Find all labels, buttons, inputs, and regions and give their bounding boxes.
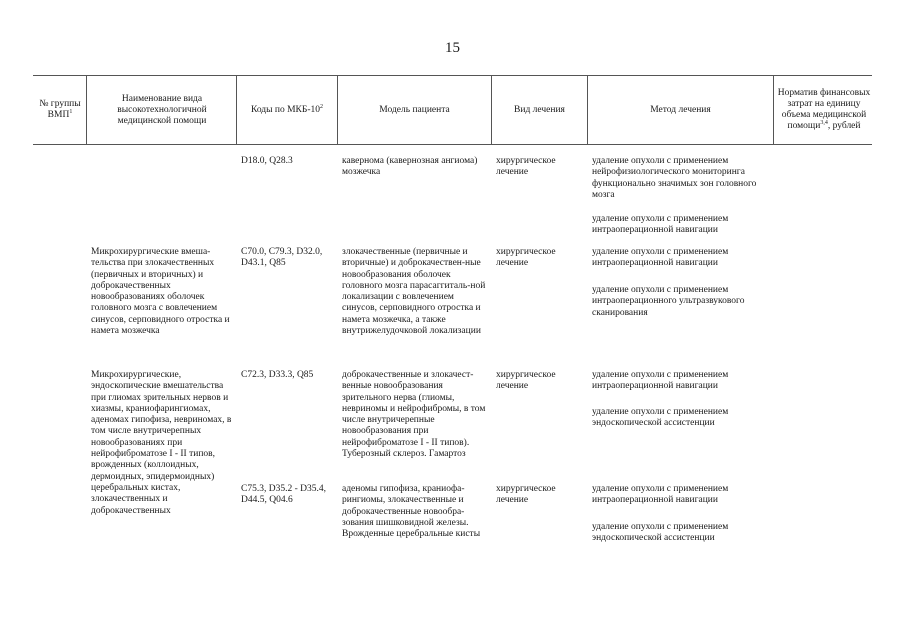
- cell-patient-model: аденомы гипофиза, краниофа-рингиомы, злокачественные и доброкачественные новообра-зования шишковидной железы. Врожденные церебральные кисты: [342, 484, 481, 540]
- cell-method: удаление опухоли с применением интраоперационной навигации: [592, 370, 729, 392]
- header-treatment-type: Вид лечения: [514, 104, 565, 115]
- cell-patient-model: злокачественные (первичные и вторичные) и доброкачествен-ные новообразования оболочек головного мозга парасаггиталь-ной локализации с вовлечением синусов, серповидного отростка и намета мозжечка, а также внутрижелудочковой локализации: [342, 247, 486, 337]
- header-treatment-method: Метод лечения: [650, 104, 711, 115]
- header-group-number: № группы ВМП$^1$: [39, 99, 81, 120]
- cell-treatment-type: хирургическое лечение: [496, 156, 556, 178]
- cell-care-type: Микрохирургические, эндоскопические вмешательства при глиомах зрительных нервов и хиазмы, краниофарингиомах, аденомах гипофиза, невриномах, в том числе внутричерепных новообразованиях при нейрофиброматозе I - II типов, врожденных (коллоидных, дермоидных, эпидермоидных) церебральных кистах, злокачественных и доброкачественных: [91, 370, 232, 516]
- column-divider: [86, 75, 87, 144]
- cell-method: удаление опухоли с применением эндоскопической ассистенции: [592, 522, 729, 544]
- cell-method: удаление опухоли с применением интраоперационной навигации: [592, 214, 729, 236]
- cell-method: удаление опухоли с применением нейрофизиологического мониторинга функционально значимых зон головного мозга: [592, 156, 757, 200]
- cell-method: удаление опухоли с применением интраоперационной навигации: [592, 484, 729, 506]
- cell-care-type: Микрохирургические вмеша-тельства при злокачественных (первичных и вторичных) и доброкачественных новообразованиях оболочек головного мозга с вовлечением синусов, серповидного отростка и намета мозжечка: [91, 247, 230, 337]
- cell-patient-model: доброкачественные и злокачест-венные новообразования зрительного нерва (глиомы, невриномы и нейрофибромы, в том числе внутричерепные новообразования при нейрофиброматозе I - II типов). Туберозный склероз. Гамартоз: [342, 370, 486, 460]
- header-patient-model: Модель пациента: [379, 104, 450, 115]
- cell-treatment-type: хирургическое лечение: [496, 370, 556, 392]
- cell-treatment-type: хирургическое лечение: [496, 247, 556, 269]
- header-care-type: Наименование вида высокотехнологичной медицинской помощи: [117, 93, 207, 126]
- cell-codes: C72.3, D33.3, Q85: [241, 370, 314, 380]
- cell-codes: C75.3, D35.2 - D35.4, D44.5, Q04.6: [241, 484, 326, 506]
- cell-method: удаление опухоли с применением интраоперационного ультразвукового сканирования: [592, 285, 745, 318]
- cell-codes: D18.0, Q28.3: [241, 156, 293, 166]
- cell-method: удаление опухоли с применением интраоперационной навигации: [592, 247, 729, 269]
- column-divider: [773, 75, 774, 144]
- cell-codes: C70.0, C79.3, D32.0, D43.1, Q85: [241, 247, 323, 269]
- header-cost-norm: Норматив финансовых затрат на единицу объема медицинской помощи$^{3,4}$, рублей: [777, 88, 871, 131]
- cell-treatment-type: хирургическое лечение: [496, 484, 556, 506]
- header-icd-codes: Коды по МКБ-$10^2$: [250, 103, 324, 115]
- page-number: 15: [445, 40, 460, 56]
- cell-method: удаление опухоли с применением эндоскопической ассистенции: [592, 407, 729, 429]
- cell-patient-model: каверномa (кавернозная ангиома) мозжечка: [342, 156, 478, 178]
- table-header-bottom-border: [33, 144, 872, 145]
